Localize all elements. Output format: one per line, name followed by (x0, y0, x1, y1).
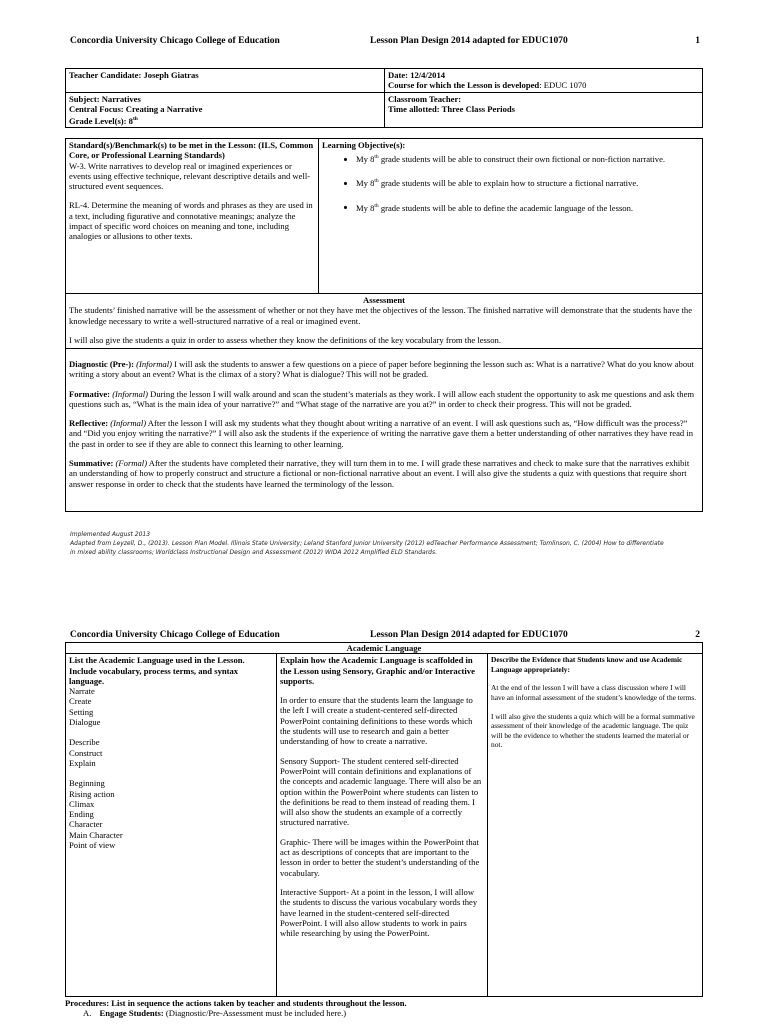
footnote-sources: in mixed ability classrooms; Worldclass Instructional Design and Assessment (2012) WIDA 2012 Amplified ELD Standards. (70, 549, 438, 556)
grade-level: Grade Level(s): 8th (69, 116, 138, 127)
college-name: Concordia University Chicago College of Education (70, 630, 280, 640)
assessment-heading: Assessment (362, 295, 405, 305)
footnote-implemented: Implemented August 2013 (70, 531, 151, 538)
standards-assessment-table (65, 138, 703, 512)
info-table (65, 68, 703, 128)
objective-item: • My 8th grade students will be able to define the academic language of the lesson. (356, 201, 699, 213)
scaffolding-cell (277, 654, 488, 997)
academic-language-heading: Academic Language (66, 643, 703, 654)
classroom-teacher: Classroom Teacher: (388, 93, 462, 104)
document-title: Lesson Plan Design 2014 adapted for EDUC1070 (370, 36, 568, 46)
al-col1-heading: List the Academic Language used in the Lesson. Include vocabulary, process terms, and syntax language. (69, 655, 245, 686)
central-focus: Central Focus: Creating a Narrative (69, 103, 203, 114)
standard-w3: W-3. Write narratives to develop real or imagined experiences or events using effective technique, relevant descriptive details and well-structured event sequences. (69, 160, 311, 192)
subject: Subject: Narratives (69, 93, 141, 104)
lesson-date: Date: 12/4/2014 (388, 70, 446, 80)
vocabulary-term: Setting (69, 706, 94, 717)
vocabulary-term: Point of view (69, 840, 116, 851)
academic-language-table (65, 642, 703, 997)
time-allotted: Time allotted: Three Class Periods (388, 103, 515, 114)
evidence-quiz: I will also give the students a quiz which will be a formal summative assessment of their knowledge of the academic language. The quiz will be the evidence to whether the students learned the material or not. (491, 711, 695, 750)
procedures-heading: Procedures: List in sequence the actions taken by teacher and students throughout the lesson. (65, 998, 407, 1008)
graphic-support: Graphic- There will be images within the PowerPoint that act as descriptions of concepts that are important to the lesson in order to better the student’s understanding of the vocabulary. (280, 836, 480, 878)
footnote (70, 530, 664, 557)
vocabulary-term: Main Character (69, 829, 123, 840)
page-number: 1 (695, 36, 700, 46)
scaffold-intro: In order to ensure that the students learn the language to the left I will create a student-centered self-directed PowerPoint containing definitions to these words which the students will use to research and gain a better understanding of how to create a narrative. (280, 695, 473, 747)
objectives-heading: Learning Objective(s): (322, 140, 406, 150)
vocabulary-term: Rising action (69, 788, 115, 799)
interactive-support: Interactive Support- At a point in the lesson, I will allow the students to discuss the various vocabulary words they have learned in the student-centered self-directed PowerPoint. I will also allow students to work in pairs while researching by using the PowerPoint. (280, 886, 478, 939)
page2-header (70, 630, 700, 640)
evidence-cell (488, 654, 703, 997)
vocabulary-term: Character (69, 819, 103, 830)
college-name: Concordia University Chicago College of Education (70, 36, 280, 46)
vocabulary-term: Ending (69, 809, 94, 820)
page1-header (70, 36, 700, 46)
standards-heading: Standard(s)/Benchmark(s) to be met in the Lesson: (ILS, Common Core, or Professional Learning Standards) (69, 140, 314, 161)
teacher-time-cell (385, 92, 703, 128)
vocabulary-term: Climax (69, 798, 95, 809)
date-course-cell (385, 69, 703, 93)
vocabulary-term: Construct (69, 747, 103, 758)
objective-item: • My 8th grade students will be able to explain how to structure a fictional narrative. (356, 176, 699, 188)
assessment-p2: I will also give the students a quiz in order to assess whether they know the definitions of the key vocabulary from the lesson. (69, 334, 501, 345)
course-line: Course for which the Lesson is developed: EDUC 1070 (388, 80, 587, 91)
document-title: Lesson Plan Design 2014 adapted for EDUC1070 (370, 630, 568, 640)
vocabulary-term: Describe (69, 737, 100, 748)
vocabulary-term: Dialogue (69, 717, 101, 728)
standard-rl4: RL-4. Determine the meaning of words and phrases as they are used in a text, including figurative and connotative meanings; analyze the impact of specific word choices on meaning and tone, including analogies or allusions to other texts. (69, 200, 313, 242)
procedures-section (65, 998, 695, 1018)
procedure-a: A. Engage Students: (Diagnostic/Pre-Assessment must be included here.) (83, 1008, 347, 1018)
footnote-adapted: Adapted from Leyzell, D., (2013). Lesson Plan Model. Illinois State University; Leland Stanford Junior University (2012) edTeacher Performance Assessment; Tomlinson, C. (2004) How to differentiate (70, 540, 664, 547)
assessment-types-cell (66, 349, 703, 512)
evidence-discussion: At the end of the lesson I will have a class discussion where I will have an informal assessment of the student’s knowledge of the terms. (491, 683, 697, 703)
page-number: 2 (695, 630, 700, 640)
summative-assessment: Summative: (Formal) After the students have completed their narrative, they will turn them in to me. I will grade these narratives and check to make sure that the narratives exhibit an understanding of how to properly construct and structure a fictional or non-fictional narrative about an event. I will also give the students a quiz with questions that require short answer response in order to check that the students have learned the terminology of the lesson. (69, 458, 690, 489)
reflective-assessment: Reflective: (Informal) After the lesson I will ask my students what they thought about writing a narrative of an event. I will ask questions such as, “How difficult was the process?” and “Did you enjoy writing the narrative?” I will also ask the students if the experience of writing the narrative gave them a better understanding of other narratives they have read in the past in order to see if they are able to connect this learning to other learning. (69, 418, 694, 449)
vocabulary-group-2 (69, 737, 273, 768)
objectives-list (322, 152, 699, 212)
vocabulary-term: Explain (69, 757, 96, 768)
sensory-support: Sensory Support- The student centered self-directed PowerPoint will contain definitions and explanations of the concepts and academic language. There will also be an option within the PowerPoint where students can listen to the definitions be read to them instead of reading them. I will also show the students an example of a correctly structured narrative. (280, 755, 482, 828)
assessment-p1: The students’ finished narrative will be the assessment of whether or not they have met the objectives of the lesson. The finished narrative will demonstrate that the students have the knowledge necessary to write a well-structured narrative of a real or imagined event. (69, 305, 693, 326)
vocabulary-term: Create (69, 696, 92, 707)
academic-language-list-cell (66, 654, 277, 997)
formative-assessment: Formative: (Informal) During the lesson I will walk around and scan the student’s materials as they work. I will allow each student the opportunity to ask me questions and ask them questions such as, “What is the main idea of your narrative?” and “What stage of the narrative are you at?” in order to check their progress. This will not be graded. (69, 388, 695, 409)
standards-cell (66, 139, 319, 294)
vocabulary-term: Narrate (69, 686, 95, 697)
vocabulary-group-1 (69, 686, 273, 727)
assessment-cell (66, 294, 703, 349)
vocabulary-group-3 (69, 778, 273, 850)
al-col2-heading: Explain how the Academic Language is scaffolded in the Lesson using Sensory, Graphic and/or Interactive supports. (280, 655, 475, 686)
subject-cell (66, 92, 385, 128)
diagnostic-assessment: Diagnostic (Pre-): (Informal) I will ask the students to answer a few questions on a piece of paper before beginning the lesson such as: What is a narrative? What do you know about writing a story about an event? What is the climax of a story? What is dialogue? This will not be graded. (69, 359, 694, 380)
objectives-cell (319, 139, 703, 294)
teacher-candidate: Teacher Candidate: Joseph Giatras (66, 69, 385, 93)
al-col3-heading: Describe the Evidence that Students know and use Academic Language appropriately: (491, 655, 683, 674)
objective-item: • My 8th grade students will be able to construct their own fictional or non-fiction narrative. (356, 152, 699, 164)
vocabulary-term: Beginning (69, 778, 105, 789)
